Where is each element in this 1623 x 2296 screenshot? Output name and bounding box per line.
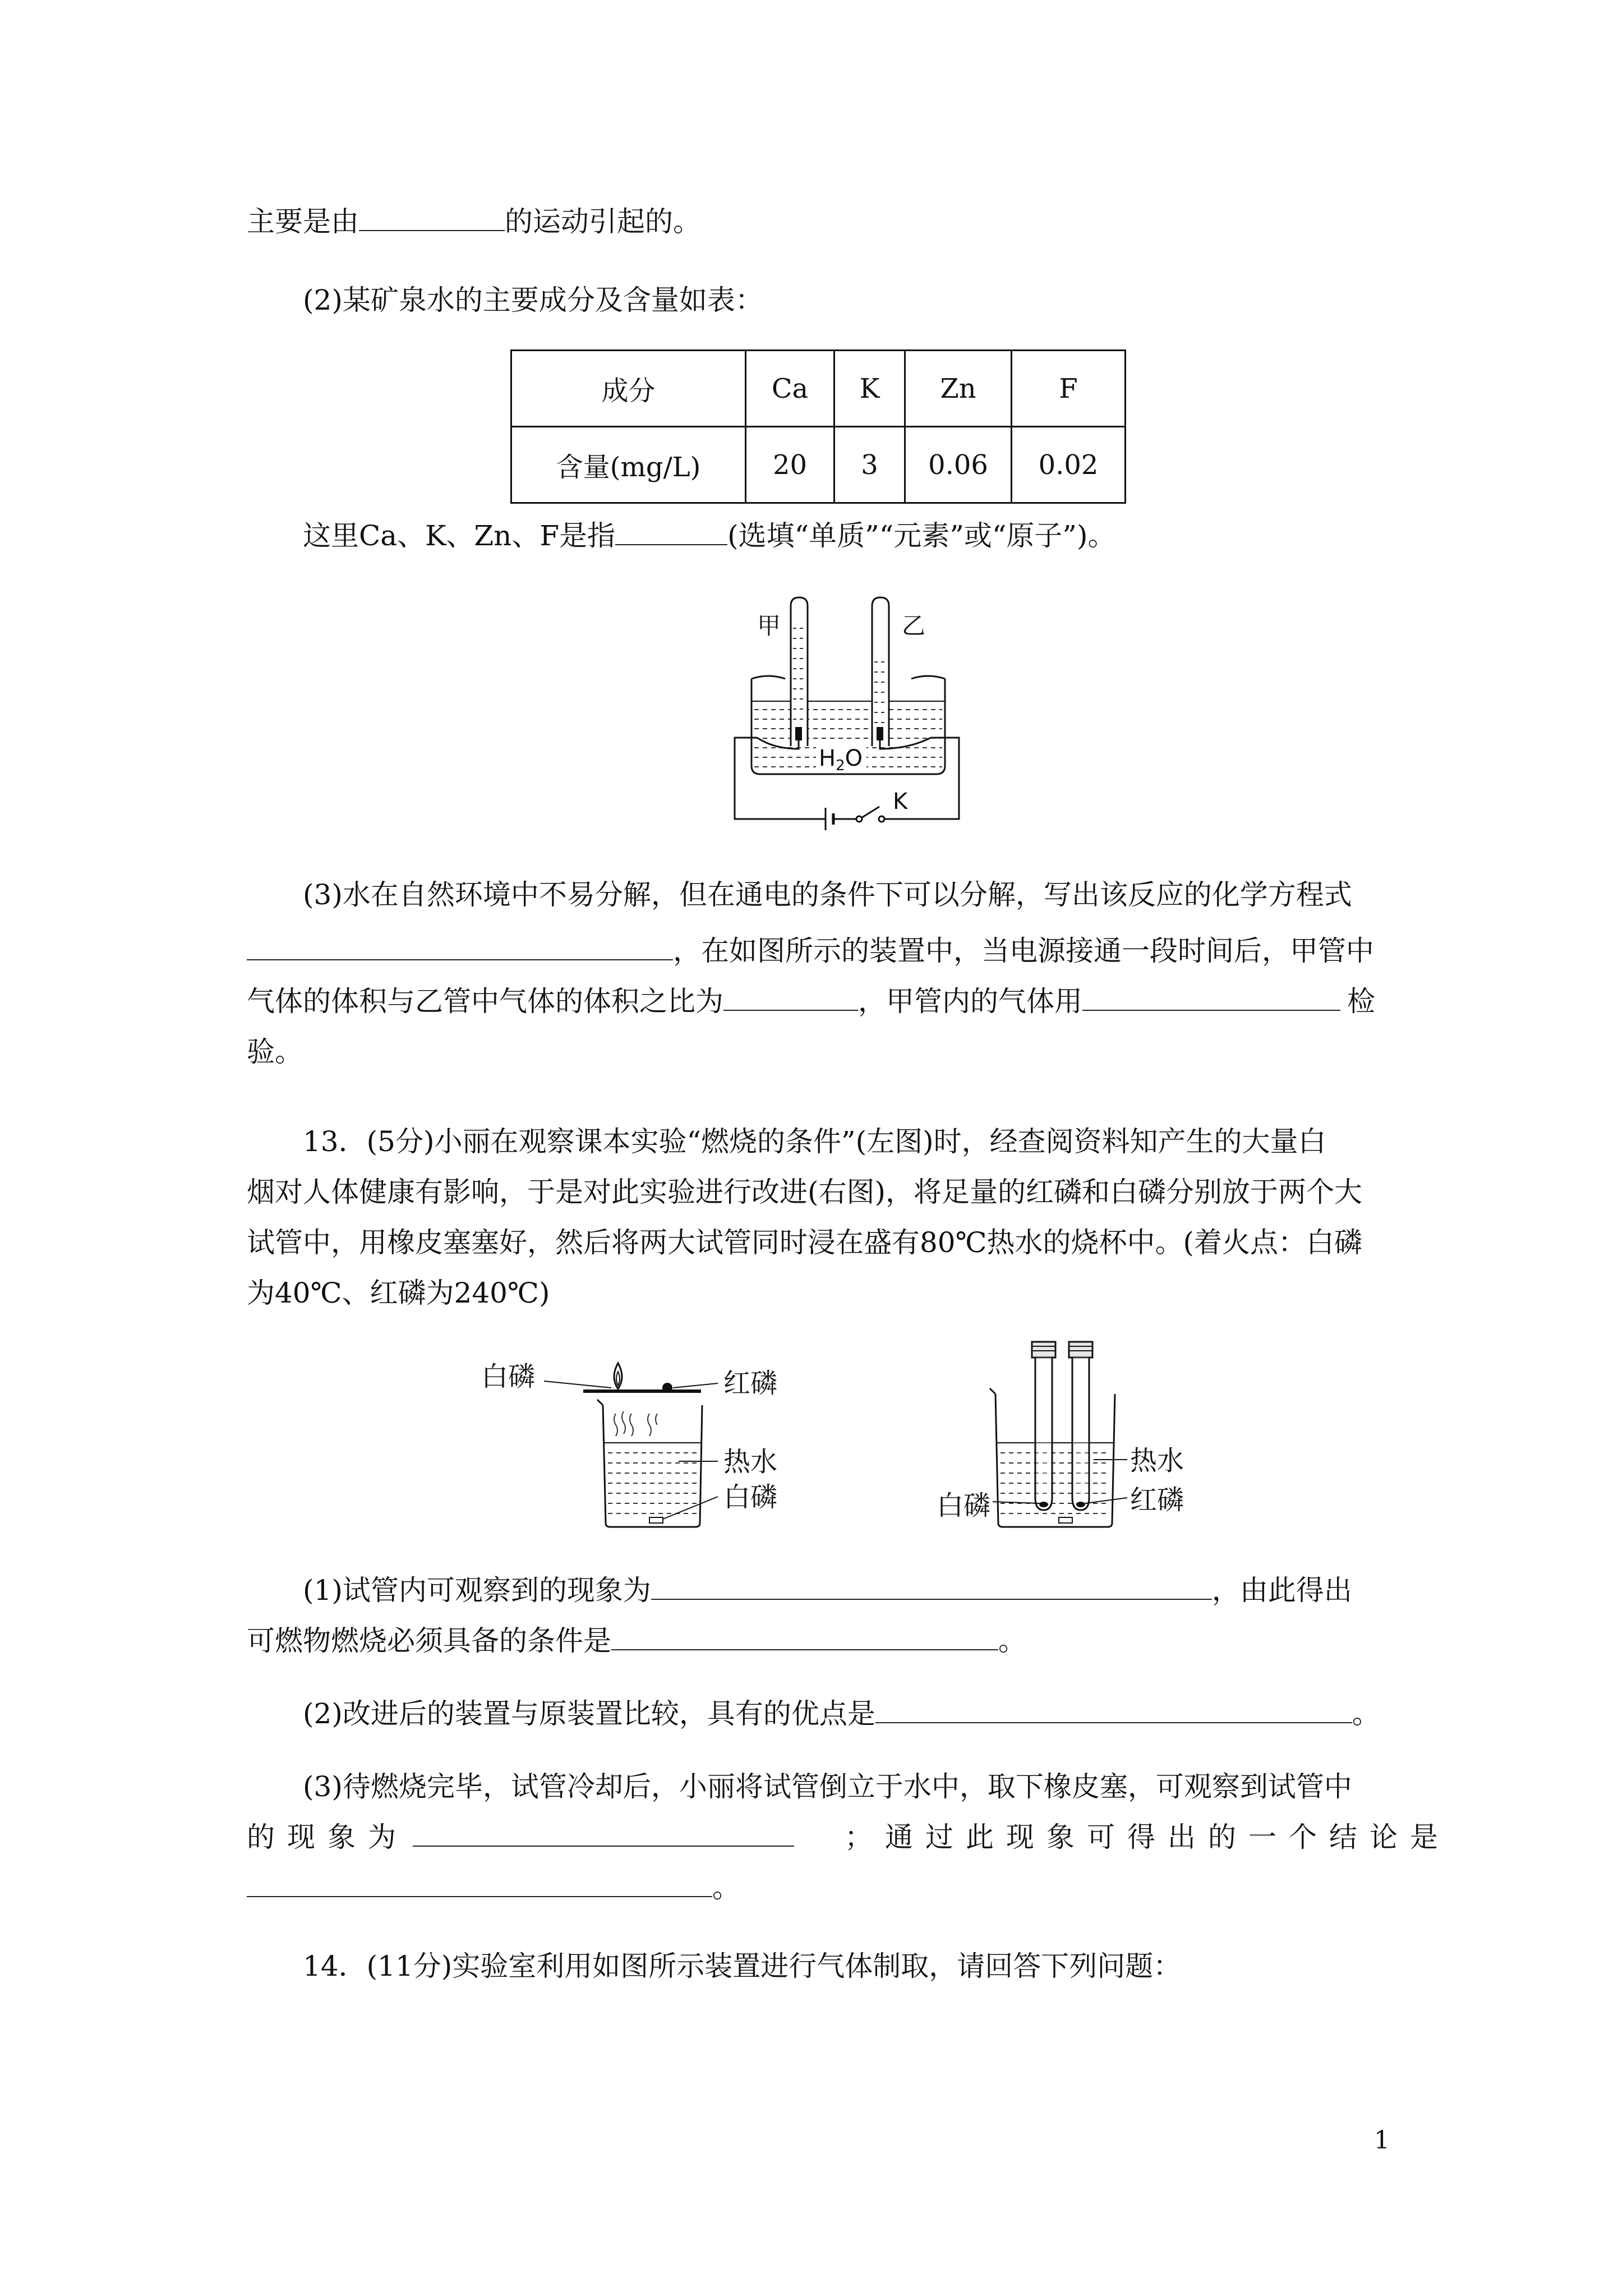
question-2-intro: (2)某矿泉水的主要成分及含量如表： xyxy=(303,284,763,316)
text-line xyxy=(247,202,701,241)
table-row xyxy=(511,427,1126,503)
text: 。 xyxy=(998,1625,1026,1657)
text: ，由此得出 xyxy=(1211,1574,1352,1607)
text: 。 xyxy=(712,1871,740,1904)
switch-label: K xyxy=(893,789,908,815)
question-2-answer-line xyxy=(303,516,1115,555)
text: 可燃物燃烧必须具备的条件是 xyxy=(247,1625,611,1657)
question-13-line: 试管中，用橡皮塞塞好，然后将两大试管同时浸在盛有80℃热水的烧杯中。(着火点：白磷 xyxy=(247,1226,1363,1259)
label-red-phosphorus: 红磷 xyxy=(723,1368,778,1399)
answer-blank[interactable] xyxy=(723,985,858,1011)
text: 这里Ca、K、Zn、F是指 xyxy=(303,519,616,552)
question-3-line xyxy=(247,931,1374,970)
question-13-line: 13．(5分)小丽在观察课本实验“燃烧的条件”(左图)时，经查阅资料知产生的大量白 xyxy=(303,1125,1326,1158)
tube-label-jia: 甲 xyxy=(757,612,781,639)
sub-question-3-line: (3)待燃烧完毕，试管冷却后，小丽将试管倒立于水中，取下橡皮塞，可观察到试管中 xyxy=(303,1770,1352,1803)
answer-blank[interactable] xyxy=(651,1574,1212,1600)
water-formula: $H_2O$ xyxy=(819,746,863,774)
text: 的运动引起的。 xyxy=(505,205,701,238)
label-white-phosphorus: 白磷 xyxy=(481,1361,536,1392)
table-header-cell: F xyxy=(1012,351,1126,427)
label-white-phosphorus-bottom: 白磷 xyxy=(723,1481,778,1513)
answer-blank[interactable] xyxy=(413,1821,794,1847)
table-header-cell: Zn xyxy=(905,351,1012,427)
sub-question-1-line xyxy=(247,1621,1026,1660)
label-red-phosphorus: 红磷 xyxy=(1130,1484,1184,1516)
text: ，在如图所示的装置中，当电源接通一段时间后，甲管中 xyxy=(673,935,1374,967)
answer-blank[interactable] xyxy=(247,1871,712,1897)
text: 的现象为 xyxy=(247,1821,408,1853)
sub-question-1-line xyxy=(303,1571,1352,1610)
electrolysis-diagram xyxy=(723,595,981,830)
text: ，甲管内的气体用 xyxy=(858,985,1082,1018)
text: ；通过此现象可得出的一个结论是 xyxy=(845,1821,1450,1853)
table-header-cell: 成分 xyxy=(511,351,746,427)
label-hot-water: 热水 xyxy=(1130,1445,1184,1476)
text: (2)改进后的装置与原装置比较，具有的优点是 xyxy=(303,1697,875,1730)
question-13-line: 为40℃、红磷为240℃) xyxy=(247,1277,550,1309)
table-cell: 0.02 xyxy=(1012,427,1126,503)
text: 检 xyxy=(1347,985,1375,1018)
text: 气体的体积与乙管中气体的体积之比为 xyxy=(247,985,723,1018)
label-white-phosphorus: 白磷 xyxy=(937,1490,991,1521)
text: 。 xyxy=(1352,1697,1380,1730)
answer-blank[interactable] xyxy=(1082,985,1340,1011)
question-3-line: (3)水在自然环境中不易分解，但在通电的条件下可以分解，写出该反应的化学方程式 xyxy=(303,878,1352,911)
answer-blank[interactable] xyxy=(611,1625,998,1650)
table-cell: 20 xyxy=(746,427,834,503)
sub-question-3-line xyxy=(247,1818,1450,1857)
text: 主要是由 xyxy=(247,205,359,238)
question-3-line: 验。 xyxy=(247,1036,303,1068)
question-13-line: 烟对人体健康有影响，于是对此实验进行改进(右图)，将足量的红磷和白磷分别放于两个大 xyxy=(247,1176,1363,1208)
question-14-line: 14．(11分)实验室利用如图所示装置进行气体制取，请回答下列问题： xyxy=(303,1950,1182,1982)
table-row xyxy=(511,351,1126,427)
question-3-line xyxy=(247,982,1375,1021)
text: (选填“单质”“元素”或“原子”)。 xyxy=(727,519,1116,552)
answer-blank[interactable] xyxy=(615,519,727,545)
text: (1)试管内可观察到的现象为 xyxy=(303,1574,651,1607)
combustion-improved-diagram xyxy=(931,1335,1245,1537)
table-cell: 含量(mg/L) xyxy=(511,427,746,503)
table-cell: 3 xyxy=(834,427,905,503)
sub-question-3-line xyxy=(247,1868,740,1907)
table-header-cell: Ca xyxy=(746,351,834,427)
answer-blank[interactable] xyxy=(247,935,673,960)
label-hot-water: 热水 xyxy=(723,1446,778,1478)
answer-blank[interactable] xyxy=(875,1697,1352,1723)
page-number: 1 xyxy=(1374,2126,1390,2155)
combustion-original-diagram xyxy=(471,1346,830,1531)
table-cell: 0.06 xyxy=(905,427,1012,503)
composition-table xyxy=(510,349,1126,504)
table-header-cell: K xyxy=(834,351,905,427)
sub-question-2-line xyxy=(303,1694,1380,1733)
answer-blank[interactable] xyxy=(359,205,505,231)
tube-label-yi: 乙 xyxy=(902,612,926,639)
